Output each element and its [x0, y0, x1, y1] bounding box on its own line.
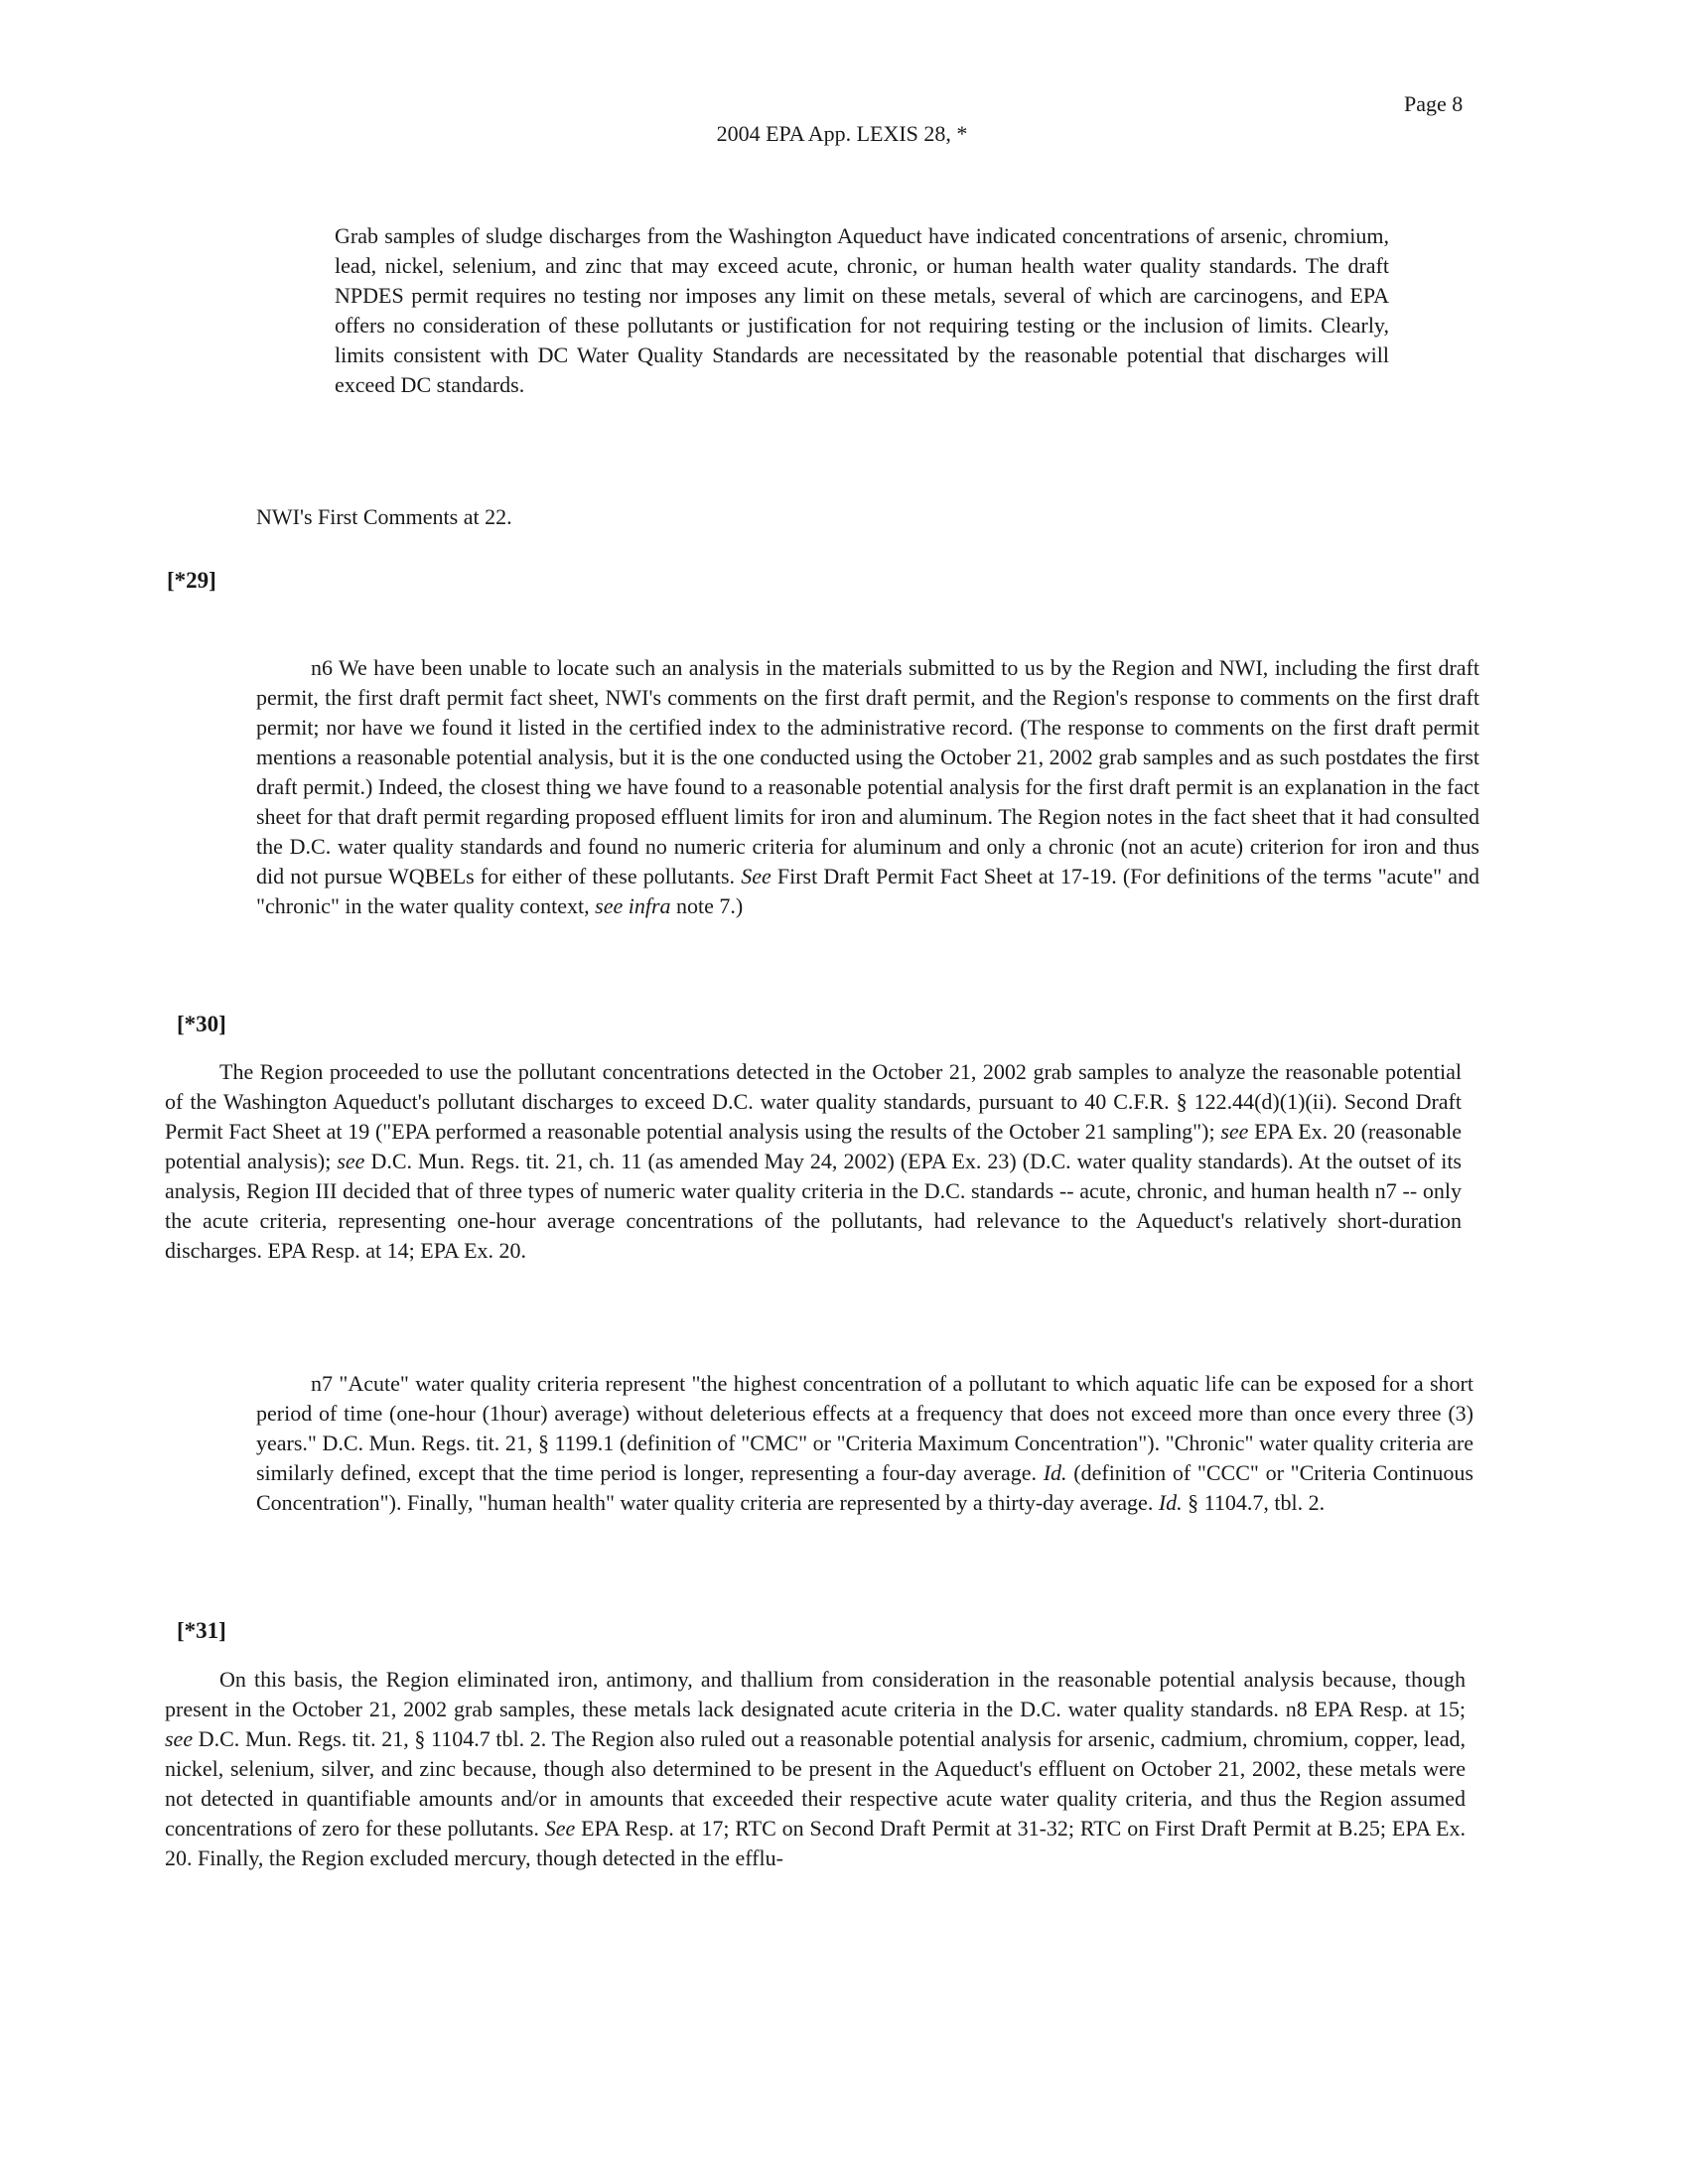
signal-see: See: [544, 1816, 576, 1841]
signal-see: See: [741, 864, 772, 888]
page-number: Page 8: [1404, 91, 1464, 116]
quote-citation: NWI's First Comments at 22.: [256, 504, 512, 529]
signal-see: see: [1220, 1119, 1249, 1144]
block-quote: Grab samples of sludge discharges from the Washington Aqueduct have indicated concentrations of arsenic, chromium, lead, nickel, selenium, and zinc that may exceed acute, chronic, or human health water quality standards. The draft NPDES permit requires no testing nor imposes any limit on these metals, several of which are carcinogens, and EPA offers no consideration of these pollutants or justification for not requiring testing or the inclusion of limits. Clearly, limits consistent with DC Water Quality Standards are necessitated by the reasonable potential that discharges will exceed DC standards.: [335, 223, 1389, 397]
paragraph-31-text-3: EPA Resp. at 17; RTC on Second Draft Permit at 31-32; RTC on First Draft Permit at B.25; EPA Ex. 20. Finally, the Region excluded mercury, though detected in the efflu-: [165, 1816, 1466, 1870]
signal-id: Id.: [1158, 1490, 1183, 1515]
footnote-n6-text-2: First Draft Permit Fact Sheet at 17-19. (For definitions of the terms "acute" and "chronic" in the water quality context,: [256, 864, 1479, 918]
paragraph-31-text-2: D.C. Mun. Regs. tit. 21, § 1104.7 tbl. 2. The Region also ruled out a reasonable potential analysis for arsenic, cadmium, chromium, copper, lead, nickel, selenium, silver, and zinc because, though also determined to be present in the Aqueduct's effluent on October 21, 2002, these metals were not detected in quantifiable amounts and/or in amounts that exceeded their respective acute water quality criteria, and thus the Region assumed concentrations of zero for these pollutants.: [165, 1726, 1466, 1841]
running-head: 2004 EPA App. LEXIS 28, *: [716, 121, 968, 146]
footnote-n7-text-2: (definition of "CCC" or "Criteria Continuous Concentration"). Finally, "human health" water quality criteria are represented by a thirty-day average.: [256, 1460, 1474, 1515]
signal-see-infra: see infra: [595, 893, 671, 918]
signal-see: see: [165, 1726, 194, 1751]
paragraph-31-text: On this basis, the Region eliminated iron, antimony, and thallium from consideration in the reasonable potential analysis because, though present in the October 21, 2002 grab samples, these metals lack designated acute criteria in the D.C. water quality standards. n8 EPA Resp. at 15;: [165, 1667, 1466, 1721]
paragraph-30-text-2: EPA Ex. 20 (reasonable potential analysis);: [165, 1119, 1462, 1173]
page-marker-30: [*30]: [177, 1012, 226, 1036]
footnote-n7: [256, 1369, 1474, 1518]
paragraph-30-text-3: D.C. Mun. Regs. tit. 21, ch. 11 (as amended May 24, 2002) (EPA Ex. 23) (D.C. water quality standards). At the outset of its analysis, Region III decided that of three types of numeric water quality criteria in the D.C. standards -- acute, chronic, and human health n7 -- only the acute criteria, representing one-hour average concentrations of the pollutants, had relevance to the Aqueduct's relatively short-duration discharges. EPA Resp. at 14; EPA Ex. 20.: [165, 1149, 1462, 1263]
page-marker-29: [*29]: [167, 568, 216, 593]
footnote-n6: [256, 653, 1479, 921]
page-marker-31: [*31]: [177, 1618, 226, 1643]
footnote-n6-text: n6 We have been unable to locate such an analysis in the materials submitted to us by the Region and NWI, including the first draft permit, the first draft permit fact sheet, NWI's comments on the first draft permit, and the Region's response to comments on the first draft permit; nor have we found it listed in the certified index to the administrative record. (The response to comments on the first draft permit mentions a reasonable potential analysis, but it is the one conducted using the October 21, 2002 grab samples and as such postdates the first draft permit.) Indeed, the closest thing we have found to a reasonable potential analysis for the first draft permit is an explanation in the fact sheet for that draft permit regarding proposed effluent limits for iron and aluminum. The Region notes in the fact sheet that it had consulted the D.C. water quality standards and found no numeric criteria for aluminum and only a chronic (not an acute) criterion for iron and thus did not pursue WQBELs for either of these pollutants.: [256, 655, 1479, 888]
paragraph-30-text: The Region proceeded to use the pollutant concentrations detected in the October 21, 2002 grab samples to analyze the reasonable potential of the Washington Aqueduct's pollutant discharges to exceed D.C. water quality standards, pursuant to 40 C.F.R. § 122.44(d)(1)(ii). Second Draft Permit Fact Sheet at 19 ("EPA performed a reasonable potential analysis using the results of the October 21 sampling");: [165, 1059, 1462, 1144]
signal-id: Id.: [1043, 1460, 1067, 1485]
signal-see: see: [337, 1149, 365, 1173]
paragraph-31: [165, 1665, 1466, 1873]
paragraph-30: [165, 1057, 1462, 1266]
footnote-n6-text-3: note 7.): [670, 893, 744, 918]
footnote-n7-text: n7 "Acute" water quality criteria represent "the highest concentration of a pollutant to which aquatic life can be exposed for a short period of time (one-hour (1hour) average) without deleterious effects at a frequency that does not exceed more than once every three (3) years." D.C. Mun. Regs. tit. 21, § 1199.1 (definition of "CMC" or "Criteria Maximum Concentration"). "Chronic" water quality criteria are similarly defined, except that the time period is longer, representing a four-day average.: [256, 1371, 1474, 1485]
footnote-n7-text-3: § 1104.7, tbl. 2.: [1182, 1490, 1326, 1515]
